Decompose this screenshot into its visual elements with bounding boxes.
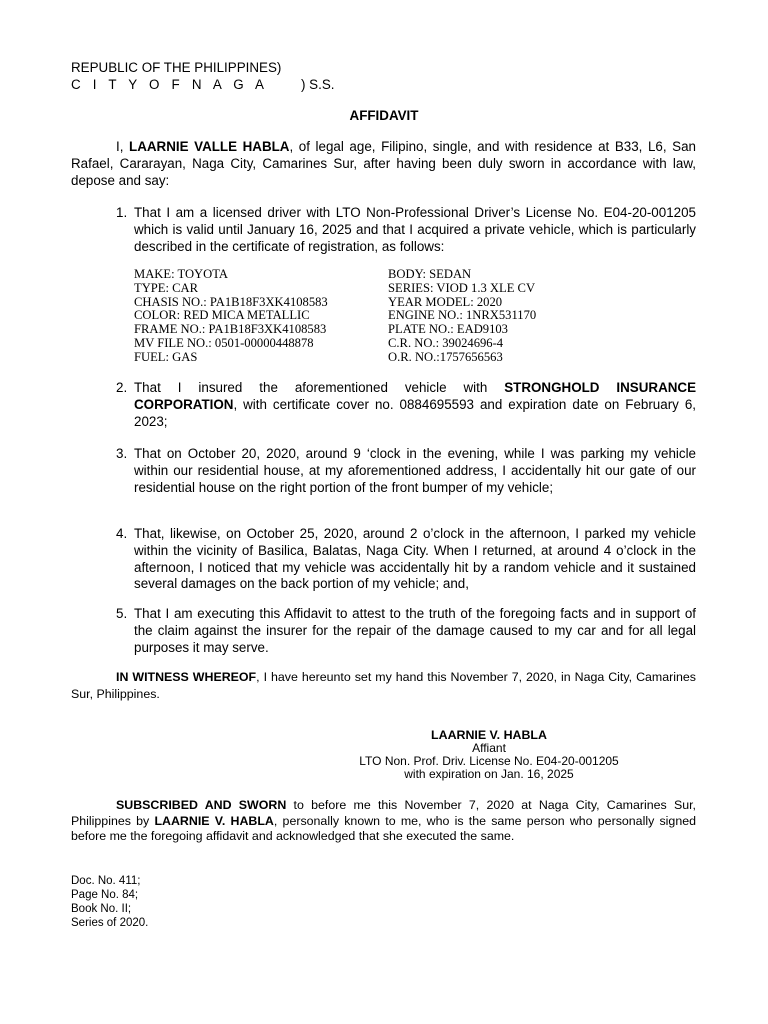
spec-body: BODY: SEDAN (388, 267, 472, 281)
item-number: 1. (116, 205, 128, 220)
spec-series: SERIES: VIOD 1.3 XLE CV (388, 280, 536, 295)
caption-city: C I T Y O F N A G A (71, 77, 269, 92)
spec-chasis: CHASIS NO.: PA1B18F3XK4108583 (134, 294, 328, 309)
jurat-text-2: , personally known to me, who is the same person who personally signed before me the foregoing affidavit and acknowledged that she executed the same. (71, 813, 696, 843)
item-1 (116, 205, 696, 255)
item-number: 4. (116, 526, 128, 541)
spec-color: COLOR: RED MICA METALLIC (134, 308, 310, 323)
jurat-affiant-name: LAARNIE V. HABLA (154, 813, 274, 828)
affiant-name: LAARNIE V. HABLA (431, 728, 547, 742)
item-text: That I am executing this Affidavit to attest to the truth of the foregoing facts and in support of the claim against the insurer for the repair of the damage caused to my car and for all legal purposes it may serve. (134, 606, 696, 655)
witness-text: , I have hereunto set my hand this November 7, 2020, in Naga City, Camarines Sur, Philippines. (71, 670, 696, 701)
vehicle-specs-left (134, 268, 328, 365)
affiant-label: Affiant (472, 741, 506, 755)
item-2 (116, 380, 696, 430)
vehicle-specs-right (388, 268, 536, 365)
item-text: That on October 20, 2020, around 9 ‘clock in the evening, while I was parking my vehicle within our residential house, at my aforementioned address, I accidentally hit our gate of our residential house on the right portion of the front bumper of my vehicle; (134, 446, 696, 495)
item-text: That, likewise, on October 25, 2020, around 2 o’clock in the afternoon, I parked my vehicle within the vicinity of Basilica, Balatas, Naga City. When I returned, at around 4 o’clock in the afternoon, I noticed that my vehicle was accidentally hit by a random vehicle and it sustained several damages on the back portion of my vehicle; and, (134, 526, 696, 592)
item-2-post: , with certificate cover no. 0884695593 and expiration date on February 6, 2023; (134, 396, 696, 429)
spec-mv-file: MV FILE NO.: 0501-00000448878 (134, 335, 314, 350)
intro-post: , of legal age, Filipino, single, and with residence at B33, L6, San Rafael, Cararayan, Naga City, Camarines Sur, after having been duly sworn in accordance with law, depose and say: (71, 139, 696, 188)
witness-heading: IN WITNESS WHEREOF (116, 670, 257, 684)
spec-type: TYPE: CAR (134, 280, 199, 295)
witness-paragraph (71, 669, 696, 703)
caption-republic: REPUBLIC OF THE PHILIPPINES) (71, 60, 282, 75)
spec-plate: PLATE NO.: EAD9103 (388, 322, 508, 337)
affiant-license-expiration: with expiration on Jan. 16, 2025 (404, 767, 574, 781)
doc-number: Doc. No. 411; (71, 875, 141, 887)
intro-paragraph (71, 139, 696, 189)
notarial-register (71, 874, 148, 930)
jurat-heading: SUBSCRIBED AND SWORN (116, 798, 287, 812)
affiant-full-name: LAARNIE VALLE HABLA (129, 139, 290, 154)
item-number: 5. (116, 606, 128, 621)
intro-pre: I, (116, 139, 130, 154)
item-4 (116, 526, 696, 593)
spec-cr: C.R. NO.: 39024696-4 (388, 335, 504, 350)
item-number: 2. (116, 380, 128, 395)
caption-ss: ) S.S. (301, 77, 335, 92)
book-number: Book No. II; (71, 903, 132, 915)
spec-frame: FRAME NO.: PA1B18F3XK4108583 (134, 322, 327, 337)
item-text: That I am a licensed driver with LTO Non-Professional Driver’s License No. E04-20-001205 which is valid until January 16, 2025 and that I acquired a private vehicle, which is particularly described in the certificate of registration, as follows: (134, 205, 696, 254)
spec-make: MAKE: TOYOTA (134, 267, 229, 281)
series-year: Series of 2020. (71, 917, 149, 929)
affiant-license: LTO Non. Prof. Driv. License No. E04-20-001205 (359, 754, 619, 768)
spec-or: O.R. NO.:1757656563 (388, 349, 503, 364)
jurat-paragraph (71, 798, 696, 845)
spec-year-model: YEAR MODEL: 2020 (388, 294, 503, 309)
jurat-text-1: to before me this November 7, 2020 at Naga City, Camarines Sur, Philippines by (71, 798, 697, 828)
signature-block (330, 729, 648, 781)
item-number: 3. (116, 446, 128, 461)
item-5 (116, 606, 696, 656)
document-title: AFFIDAVIT (349, 108, 419, 123)
insurer-name: STRONGHOLD INSURANCE CORPORATION (134, 380, 697, 412)
page-number: Page No. 84; (71, 889, 139, 901)
item-3 (116, 446, 696, 496)
spec-fuel: FUEL: GAS (134, 349, 198, 364)
spec-engine: ENGINE NO.: 1NRX531170 (388, 308, 537, 323)
item-2-pre: That I insured the aforementioned vehicle with (134, 380, 505, 395)
item-text (134, 380, 696, 430)
